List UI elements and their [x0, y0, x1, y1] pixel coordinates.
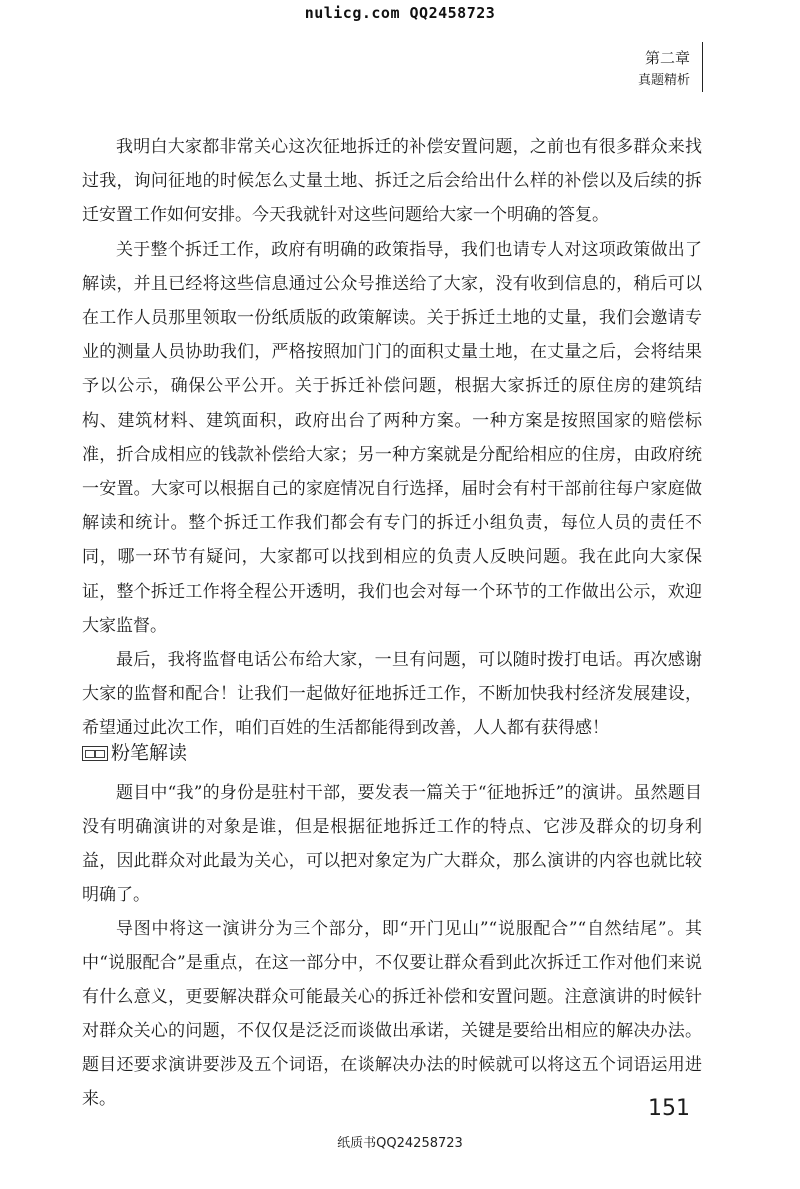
- speech-paragraph: 最后，我将监督电话公布给大家，一旦有问题，可以随时拨打电话。再次感谢大家的监督和配合！让我们一起做好征地拆迁工作，不断加快我村经济发展建设，希望通过此次工作，咱们百姓的生活都能得到改善，人人都有获得感！: [82, 650, 702, 739]
- section-title-text: 粉笔解读: [111, 742, 188, 764]
- chalk-badge-icon: [82, 746, 108, 761]
- chapter-subtitle: 真题精析: [637, 73, 690, 88]
- analysis-body: [82, 776, 702, 1116]
- chapter-header: [638, 46, 690, 92]
- page-number: 151: [648, 1096, 690, 1121]
- top-watermark: nulicg.com QQ2458723: [304, 4, 496, 22]
- speech-paragraph: 我明白大家都非常关心这次征地拆迁的补偿安置问题，之前也有很多群众来找过我，询问征地的时候怎么丈量土地、拆迁之后会给出什么样的补偿以及后续的拆迁安置工作如何安排。今天我就针对这些问题给大家一个明确的答复。: [82, 137, 702, 226]
- speech-body: [82, 130, 702, 746]
- chapter-title: 第二章: [644, 49, 690, 67]
- header-divider: [702, 42, 703, 92]
- analysis-paragraph: 题目中“我”的身份是驻村干部，要发表一篇关于“征地拆迁”的演讲。虽然题目没有明确演讲的对象是谁，但是根据征地拆迁工作的特点、它涉及群众的切身利益，因此群众对此最为关心，可以把对象定为广大群众，那么演讲的内容也就比较明确了。: [82, 783, 702, 905]
- speech-paragraph: 关于整个拆迁工作，政府有明确的政策指导，我们也请专人对这项政策做出了解读，并且已经将这些信息通过公众号推送给了大家，没有收到信息的，稍后可以在工作人员那里领取一份纸质版的政策解读。关于拆迁土地的丈量，我们会邀请专业的测量人员协助我们，严格按照加门门的面积丈量土地，在丈量之后，会将结果予以公示，确保公平公开。关于拆迁补偿问题，根据大家拆迁的原住房的建筑结构、建筑材料、建筑面积，政府出台了两种方案。一种方案是按照国家的赔偿标准，折合成相应的钱款补偿给大家；另一种方案就是分配给相应的住房，由政府统一安置。大家可以根据自己的家庭情况自行选择，届时会有村干部前往每户家庭做解读和统计。整个拆迁工作我们都会有专门的拆迁小组负责，每位人员的责任不同，哪一环节有疑问，大家都可以找到相应的负责人反映问题。我在此向大家保证，整个拆迁工作将全程公开透明，我们也会对每一个环节的工作做出公示，欢迎大家监督。: [82, 239, 702, 636]
- bottom-watermark: 纸质书QQ24258723: [337, 1136, 463, 1151]
- analysis-paragraph: 导图中将这一演讲分为三个部分，即“开门见山”“说服配合”“自然结尾”。其中“说服配合”是重点，在这一部分中，不仅要让群众看到此次拆迁工作对他们来说有什么意义，更要解决群众可能最关心的拆迁补偿和安置问题。注意演讲的时候针对群众关心的问题，不仅仅是泛泛而谈做出承诺，关键是要给出相应的解决办法。题目还要求演讲要涉及五个词语，在谈解决办法的时候就可以将这五个词语运用进来。: [82, 919, 702, 1109]
- section-heading: [82, 738, 187, 768]
